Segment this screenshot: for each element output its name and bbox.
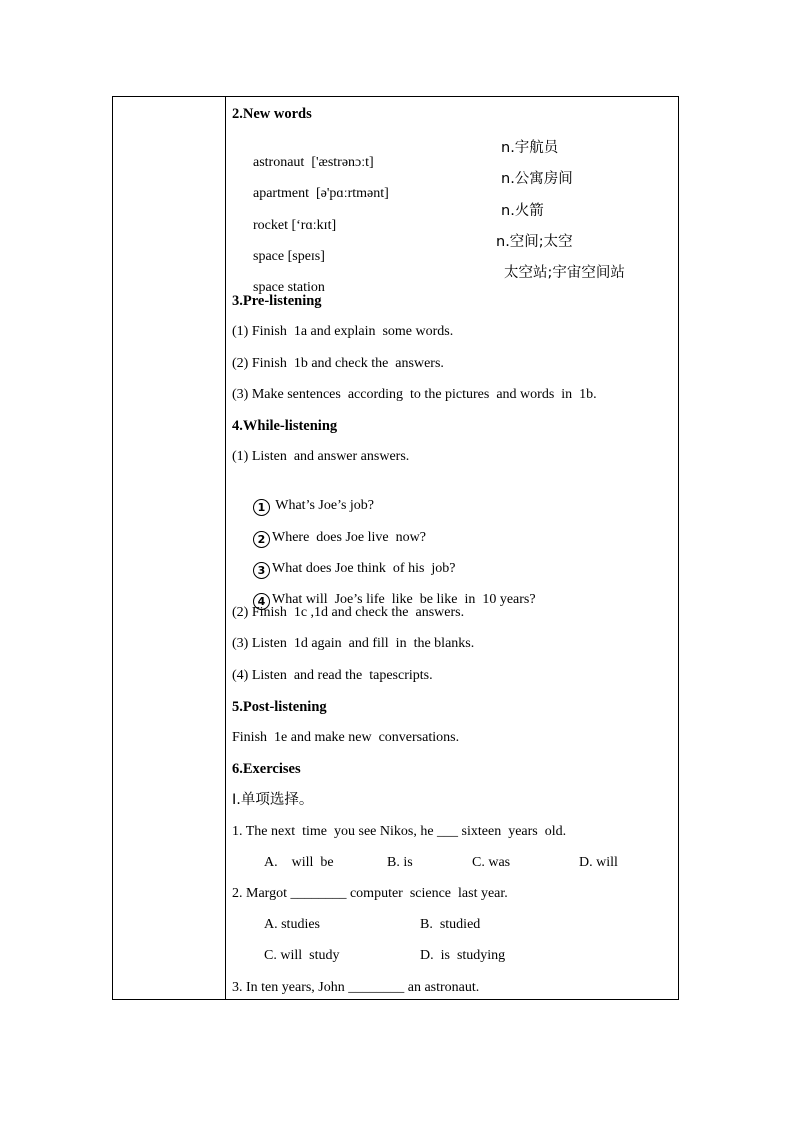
- word-term: space [speɪs]: [253, 249, 325, 264]
- word-meaning: 太空站;宇宙空间站: [504, 265, 625, 281]
- circled-number-icon: 3: [253, 562, 270, 579]
- option: D. is studying: [420, 948, 506, 963]
- exercise-question: 2. Margot ________ computer science last year.: [232, 886, 508, 901]
- while-listening-item: (2) Finish 1c ,1d and check the answers.: [232, 605, 465, 620]
- option: D. will: [579, 855, 618, 870]
- exercises-subheading: Ⅰ.单项选择。: [232, 792, 314, 808]
- word-term: space station: [253, 280, 325, 295]
- word-meaning: n.火箭: [501, 203, 544, 219]
- column-divider: [225, 97, 226, 999]
- pre-listening-item: (1) Finish 1a and explain some words.: [232, 324, 454, 339]
- word-term: rocket [‘rɑːkɪt]: [253, 218, 337, 233]
- lesson-table: [112, 96, 679, 1000]
- question-text: What does Joe think of his job?: [272, 561, 456, 576]
- while-listening-item: (3) Listen 1d again and fill in the blanks.: [232, 636, 475, 651]
- while-listening-item: (1) Listen and answer answers.: [232, 449, 410, 464]
- pre-listening-item: (3) Make sentences according to the pictures and words in 1b.: [232, 387, 597, 402]
- circled-number-icon: 4: [253, 593, 270, 610]
- option: C. will study: [264, 948, 340, 963]
- post-listening-text: Finish 1e and make new conversations.: [232, 730, 460, 745]
- circled-number-icon: 1: [253, 499, 270, 516]
- pre-listening-item: (2) Finish 1b and check the answers.: [232, 356, 444, 371]
- option: C. was: [472, 855, 511, 870]
- question-text: Where does Joe live now?: [272, 530, 426, 545]
- question-text: What’s Joe’s job?: [272, 498, 375, 513]
- word-term: astronaut ['æstrənɔːt]: [253, 155, 374, 170]
- exercise-question: 1. The next time you see Nikos, he ___ sixteen years old.: [232, 824, 567, 839]
- exercise-question: 3. In ten years, John ________ an astronaut.: [232, 980, 480, 995]
- word-meaning: n.宇航员: [501, 140, 559, 156]
- post-listening-heading: 5.Post-listening: [232, 699, 327, 715]
- circled-number-icon: 2: [253, 531, 270, 548]
- word-meaning: n.公寓房间: [501, 171, 573, 187]
- word-meaning: n.空间;太空: [496, 234, 573, 250]
- while-listening-item: (4) Listen and read the tapescripts.: [232, 668, 433, 683]
- while-listening-heading: 4.While-listening: [232, 418, 338, 434]
- word-term: apartment [ə'pɑːrtmənt]: [253, 186, 389, 201]
- pre-listening-heading: 3.Pre-listening: [232, 293, 322, 309]
- option: A. studies: [264, 917, 320, 932]
- option: B. is: [387, 855, 413, 870]
- new-words-heading: 2.New words: [232, 106, 312, 122]
- exercises-heading: 6.Exercises: [232, 761, 301, 777]
- question-text: What will Joe’s life like be like in 10 years?: [272, 592, 536, 607]
- option: A. will be: [264, 855, 334, 870]
- option: B. studied: [420, 917, 481, 932]
